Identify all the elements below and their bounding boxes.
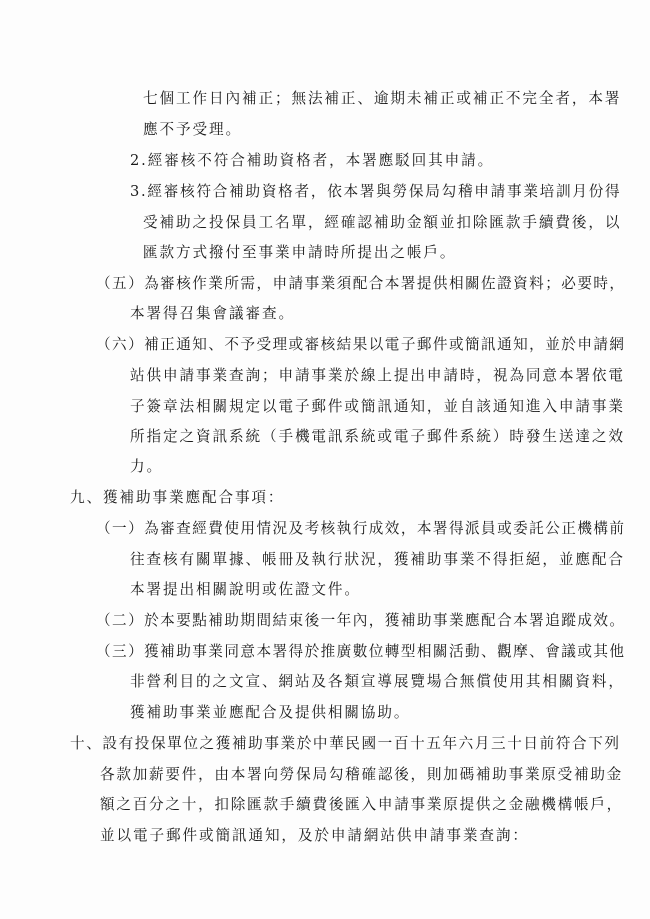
text-line: （六）補正通知、不予受理或審核結果以電子郵件或簡訊通知，並於申請網 [96,336,626,353]
text-line: （五）為審核作業所需，申請事業須配合本署提供相關佐證資料；必要時， [96,275,626,292]
text-line: 受補助之投保員工名單，經確認補助金額並扣除匯款手續費後，以 [143,214,622,231]
text-line: 往查核有關單據、帳冊及執行狀況，獲補助事業不得拒絕，並應配合 [130,551,625,568]
text-line: 應不予受理。 [143,121,242,138]
text-line: 子簽章法相關規定以電子郵件或簡訊通知，並自該通知進入申請事業 [130,398,625,415]
text-line: 額之百分之十，扣除匯款手續費後匯入申請事業原提供之金融機構帳戶， [100,796,624,813]
text-line: （三）獲補助事業同意本署得於推廣數位轉型相關活動、觀摩、會議或其他 [96,643,626,660]
text-line: 非營利目的之文宣、網站及各類宣導展覽場合無償使用其相關資料， [130,673,625,690]
text-line: 七個工作日內補正；無法補正、逾期未補正或補正不完全者，本署 [143,90,622,107]
section-heading: 九、獲補助事業應配合事項： [70,489,285,506]
text-line: 所指定之資訊系統（手機電訊系統或電子郵件系統）時發生送達之效 [130,428,625,445]
text-line: 匯款方式撥付至事業申請時所提出之帳戶。 [143,244,457,261]
text-line: 並以電子郵件或簡訊通知，及於申請網站供申請事業查詢： [100,827,529,844]
section-heading: 十、設有投保單位之獲補助事業於中華民國一百十五年六月三十日前符合下列 [70,735,621,752]
text-line: 2.經審核不符合補助資格者，本署應駁回其申請。 [130,152,495,169]
text-line: 本署得召集會議審查。 [130,305,295,322]
text-line: （一）為審查經費使用情況及考核執行成效，本署得派員或委託公正機構前 [96,520,626,537]
text-line: 力。 [130,458,163,475]
text-line: 3.經審核符合補助資格者，依本署與勞保局勾稽申請事業培訓月份得 [130,183,622,200]
text-line: 獲補助事業並應配合及提供相關協助。 [130,704,411,721]
text-line: 站供申請事業查詢；申請事業於線上提出申請時，視為同意本署依電 [130,367,625,384]
text-line: （二）於本要點補助期間結束後一年內，獲補助事業應配合本署追蹤成效。 [96,612,626,629]
text-line: 各款加薪要件，由本署向勞保局勾稽確認後，則加碼補助事業原受補助金 [100,766,624,783]
text-line: 本署提出相關說明或佐證文件。 [130,581,361,598]
